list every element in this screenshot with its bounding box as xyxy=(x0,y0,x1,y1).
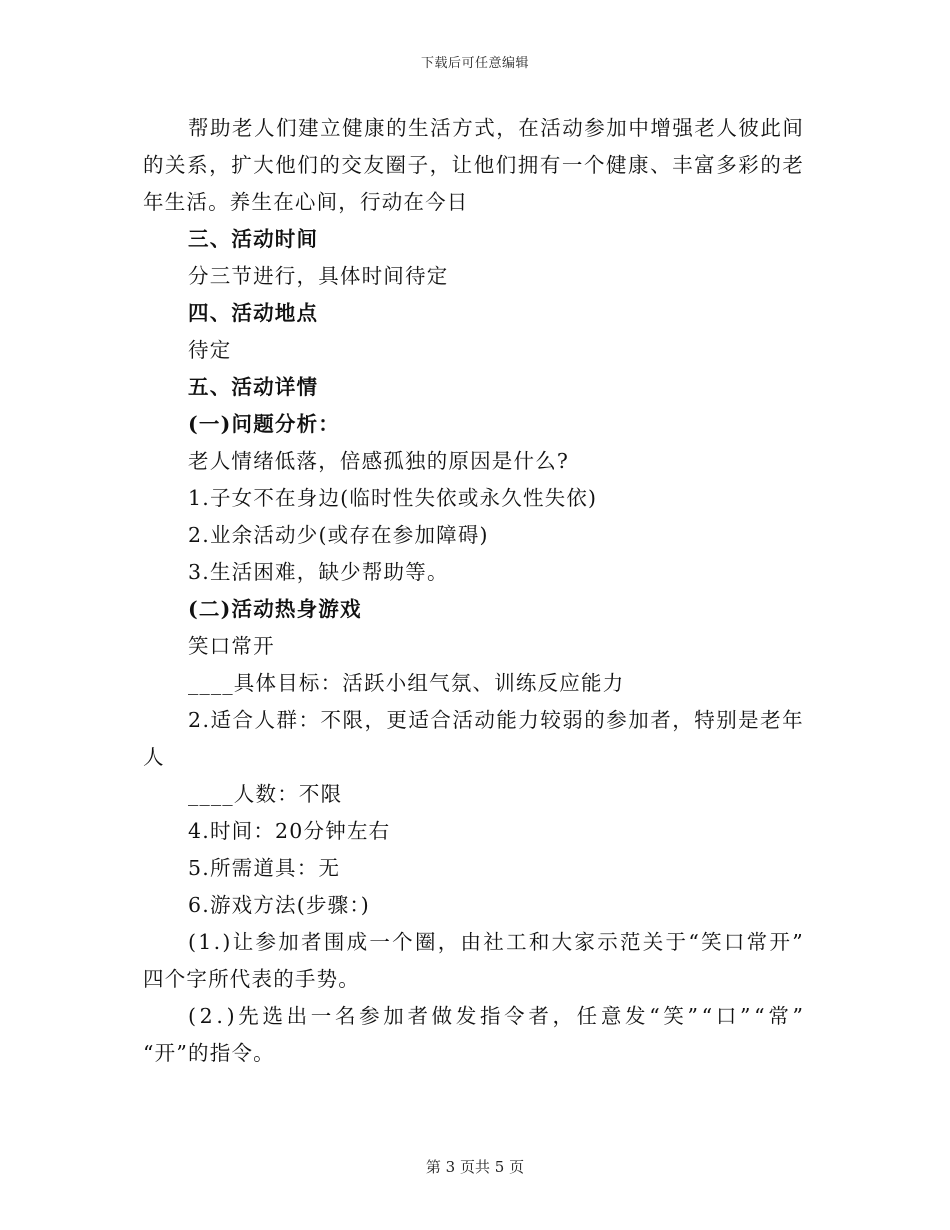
text-line: 年生活。养生在心间，行动在今日 xyxy=(143,190,469,214)
list-item: ____人数：不限 xyxy=(188,782,343,806)
section-heading: 五、活动详情 xyxy=(188,375,319,399)
list-item: 5.所需道具：无 xyxy=(188,856,341,880)
page-footer: 第 3 页共 5 页 xyxy=(425,1158,525,1176)
text-line: 分三节进行，具体时间待定 xyxy=(188,264,449,288)
list-item: 2 . 适 合 人 群 ： 不 限 ， 更 适 合 活 动 能 力 较 弱 的 参 加 者 ， 特 别 是 老 年 xyxy=(188,708,803,732)
text-line: “开”的指令。 xyxy=(143,1041,275,1065)
list-item: 3.生活困难，缺少帮助等。 xyxy=(188,560,449,584)
list-item: ( 2 . ) 先 选 出 一 名 参 加 者 做 发 指 令 者 ， 任 意 发 “ 笑 ” “ 口 ” “ 常 ” xyxy=(188,1004,803,1028)
text-line: 人 xyxy=(143,745,165,769)
subsection-heading: (二)活动热身游戏 xyxy=(188,597,362,621)
text-line: 的 关 系 ， 扩 大 他 们 的 交 友 圈 子 ， 让 他 们 拥 有 一 个 健 康 、 丰 富 多 彩 的 老 xyxy=(143,153,803,177)
text-line: 帮 助 老 人 们 建 立 健 康 的 生 活 方 式 ， 在 活 动 参 加 中 增 强 老 人 彼 此 间 xyxy=(188,116,803,140)
text-line: 待定 xyxy=(188,338,232,362)
text-line: 老人情绪低落，倍感孤独的原因是什么? xyxy=(188,449,570,473)
list-item: ____具体目标：活跃小组气氛、训练反应能力 xyxy=(188,671,625,695)
list-item: 1.子女不在身边(临时性失依或永久性失依) xyxy=(188,486,598,510)
subsection-heading: (一)问题分析： xyxy=(188,412,340,436)
document-body xyxy=(143,110,803,1072)
text-line: 笑口常开 xyxy=(188,634,275,658)
section-heading: 四、活动地点 xyxy=(188,301,319,325)
list-item: 2.业余活动少(或存在参加障碍) xyxy=(188,523,489,547)
text-line: 四个字所代表的手势。 xyxy=(143,967,360,991)
page-header: 下载后可任意编辑 xyxy=(420,56,529,71)
list-item: 6.游戏方法(步骤：) xyxy=(188,893,371,917)
section-heading: 三、活动时间 xyxy=(188,227,319,251)
list-item: ( 1 . ) 让 参 加 者 围 成 一 个 圈 ， 由 社 工 和 大 家 示 范 关 于 “ 笑 口 常 开 ” xyxy=(188,930,803,954)
list-item: 4.时间：20分钟左右 xyxy=(188,819,391,843)
